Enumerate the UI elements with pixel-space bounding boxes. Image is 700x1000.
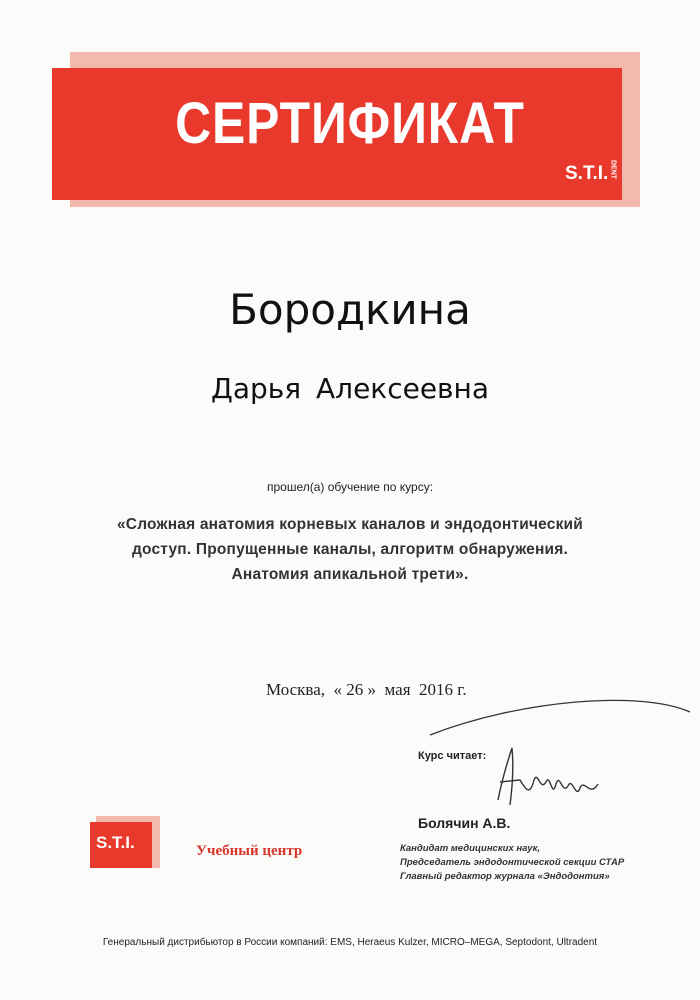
course-line: «Сложная анатомия корневых каналов и эндодонтический: [116, 516, 583, 533]
training-center-label: Учебный центр: [196, 843, 303, 859]
recipient-given-names: Дарья Алексеевна: [210, 372, 490, 405]
lector-info-line: Кандидат медицинских наук,: [400, 843, 541, 854]
course-line: доступ. Пропущенные каналы, алгоритм обнаружения.: [131, 541, 569, 558]
lector-info: [400, 842, 624, 884]
logo-text: S.T.I.: [96, 833, 135, 852]
signature-arc: [430, 700, 690, 735]
lector-label: Курс читает:: [418, 750, 487, 762]
completion-text: прошел(а) обучение по курсу:: [266, 480, 434, 494]
signature-scribble: [498, 748, 598, 805]
lector-info-line: Председатель эндодонтической секции СТАР: [400, 857, 625, 868]
sti-logo-small: DENT: [609, 160, 617, 180]
sti-logo-text: S.T.I.: [565, 163, 609, 185]
lector-name: Болячин А.В.: [418, 815, 511, 831]
lector-info-line: Главный редактор журнала «Эндодонтия»: [400, 871, 610, 882]
footer-distributor: Генеральный дистрибьютор в России компаний: EMS, Heraeus Kulzer, MICRO–MEGA, Septodont, Ultradent: [102, 937, 598, 948]
certificate-title: СЕРТИФИКАТ: [175, 91, 525, 156]
course-line: Анатомия апикальной трети».: [231, 566, 469, 583]
training-center-logo: [90, 816, 160, 872]
place-date: Москва, « 26 » мая 2016 г.: [266, 680, 467, 699]
recipient-surname: Бородкина: [229, 285, 471, 334]
